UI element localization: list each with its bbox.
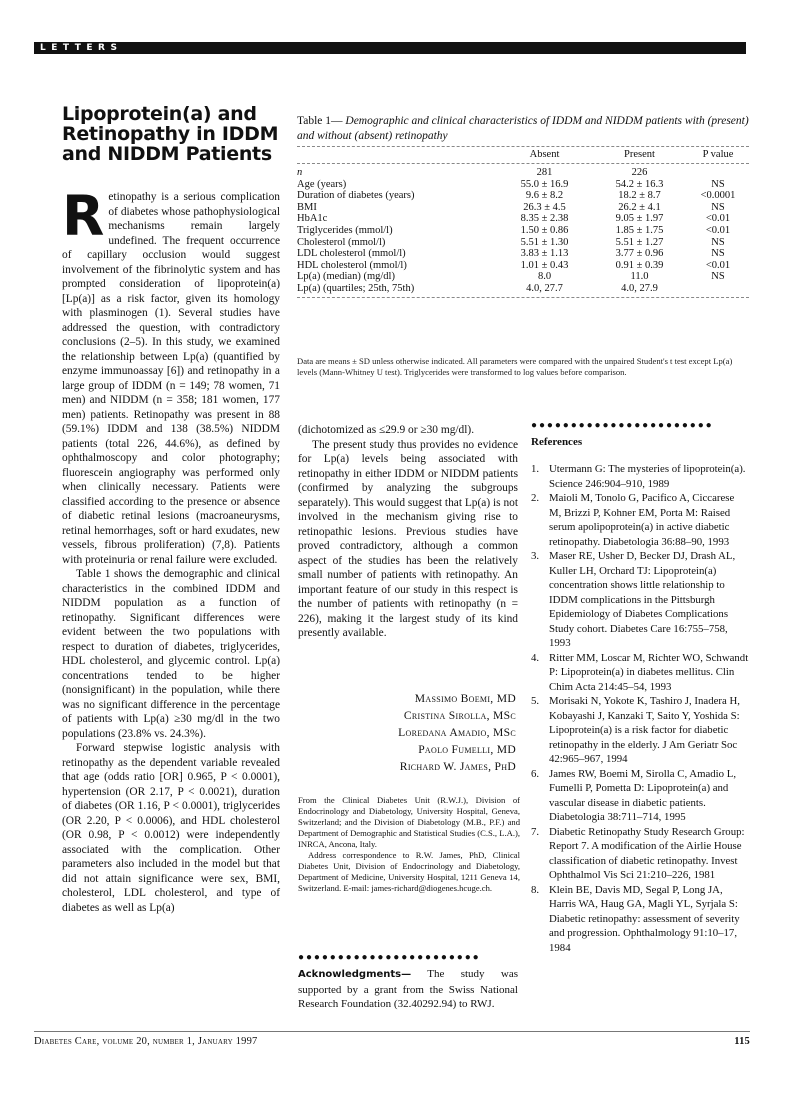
table-cell: 18.2 ± 8.7 <box>618 190 661 202</box>
table-row <box>297 179 749 191</box>
table-cell: 1.01 ± 0.43 <box>520 259 569 271</box>
section-banner <box>34 42 746 54</box>
table-cell: 1.50 ± 0.86 <box>520 224 569 236</box>
table-row <box>297 260 749 272</box>
table-header-cell: Present <box>624 149 655 160</box>
author-name: Massimo Boemi, MD <box>414 692 516 705</box>
reference-number: 7. <box>531 825 540 838</box>
table-cell: Lp(a) (quartiles; 25th, 75th) <box>297 282 415 294</box>
table-cell: Lp(a) (median) (mg/dl) <box>297 271 395 283</box>
table-cell: 8.35 ± 2.38 <box>520 213 569 225</box>
table-footnote: Data are means ± SD unless otherwise indicated. All parameters were compared with the unpaired Student's t test except Lp(a) levels (Mann-Whitney U test). Triglycerides were transformed to log values before comparison. <box>297 356 733 377</box>
table-cell: 3.83 ± 1.13 <box>520 248 569 260</box>
table-cell: 9.05 ± 1.97 <box>615 213 664 225</box>
reference-text: Diabetic Retinopathy Study Research Group: Report 7. A modification of the Airlie House classification of diabetic retinopathy. Invest Ophthalmol Vis Sci 21:210–226, 1981 <box>549 825 745 881</box>
table-caption-label: Table 1— <box>297 115 343 127</box>
author-name: Cristina Sirolla, MSc <box>403 709 516 722</box>
references-heading: References <box>531 436 583 448</box>
reference-number: 8. <box>531 883 540 896</box>
table-row <box>297 248 749 260</box>
table-cell: NS <box>711 236 725 248</box>
table-cell: LDL cholesterol (mmol/l) <box>297 248 406 260</box>
table-cell: Age (years) <box>297 178 347 190</box>
reference-item <box>531 825 749 883</box>
reference-item <box>531 491 749 549</box>
reference-number: 1. <box>531 463 540 475</box>
reference-list <box>531 462 749 955</box>
reference-item <box>531 549 749 651</box>
table-caption <box>297 114 749 144</box>
table-cell: BMI <box>297 201 317 213</box>
table-row <box>297 213 749 225</box>
affiliation-from: From the Clinical Diabetes Unit (R.W.J.), Division of Endocrinology and Diabetology, University Hospital, Geneva, Switzerland; and the Division of Diabetology (M.B., P.F.) and Department of Demographic and Statistical Studies (C.S., L.A.), INRCA, Ancona, Italy. <box>298 795 520 849</box>
reference-number: 5. <box>531 695 540 707</box>
reference-item <box>531 767 749 825</box>
table-cell: <0.01 <box>705 259 731 271</box>
table-cell: 5.51 ± 1.30 <box>520 236 569 248</box>
table-cell: 55.0 ± 16.9 <box>520 178 569 190</box>
table-cell: 5.51 ± 1.27 <box>615 236 664 248</box>
table-cell: n <box>297 167 303 178</box>
acknowledgments-text: The study was supported by a grant from the Swiss National Research Foundation (32.40292.94) to RWJ. <box>298 968 518 1010</box>
table-cell: 26.3 ± 4.5 <box>523 201 566 213</box>
table-row <box>297 167 749 179</box>
characteristics-table <box>297 146 749 298</box>
table-cell: 54.2 ± 16.3 <box>615 178 664 190</box>
table-row <box>297 283 749 295</box>
table-cell: HDL cholesterol (mmol/l) <box>297 259 407 271</box>
body-column-1 <box>62 184 280 915</box>
reference-text: Morisaki N, Yokote K, Tashiro J, Inadera H, Kobayashi J, Kanzaki T, Saito Y, Yoshida S: Lipoprotein(a) is a risk factor for diabetic retinopathy in the elderly. J Am Geriatr Soc 42:965–967, 1994 <box>549 695 740 765</box>
body-paragraph: (dichotomized as ≤29.9 or ≥30 mg/dl). <box>298 424 475 436</box>
reference-item <box>531 694 749 767</box>
section-label: LETTERS <box>40 43 123 53</box>
dot-divider: ●●●●●●●●●●●●●●●●●●●●●●● <box>298 952 481 963</box>
body-paragraph: Forward stepwise logistic analysis with retinopathy as the dependent variable revealed that age (odds ratio [OR] 0.965, P < 0.0001), hypertension (OR 2.17, P < 0.0021), duration of diabetes (OR 1.16, P < 0.0001), triglycerides (OR 2.20, P < 0.0006), and HDL cholesterol (OR 0.98, P < 0.0012) were independently associated with the complication. Other parameters also included in the model but that did not attain significance were sex, BMI, cholesterol, LDL cholesterol, and type of diabetes as well as Lp(a) <box>62 742 280 914</box>
table-row <box>297 225 749 237</box>
table-cell: <0.0001 <box>700 190 736 202</box>
table-cell: <0.01 <box>705 213 731 225</box>
page-footer <box>34 1036 750 1047</box>
table-cell: 0.91 ± 0.39 <box>615 259 664 271</box>
table-cell: 26.2 ± 4.1 <box>618 201 661 213</box>
table-header-cell: Absent <box>529 149 560 160</box>
reference-text: James RW, Boemi M, Sirolla C, Amadio L, Fumelli P, Pometta D: Lipoprotein(a) and vascular disease in diabetic patients. Diabetologia 38:711–714, 1995 <box>549 767 737 823</box>
reference-number: 2. <box>531 492 540 504</box>
reference-text: Utermann G: The mysteries of lipoprotein(a). Science 246:904–910, 1989 <box>549 463 746 490</box>
table-cell: 4.0, 27.9 <box>621 282 658 294</box>
reference-item <box>531 651 749 695</box>
table-rule-bottom <box>297 297 749 298</box>
reference-text: Maser RE, Usher D, Becker DJ, Drash AL, Kuller LH, Orchard TJ: Lipoprotein(a) concentration shows little relationship to IDDM complications in the Pittsburgh Epidemiology of Diabetes Complications Study cohort. Diabetes Care 16:755–758, 1993 <box>549 550 736 649</box>
table-cell: Cholesterol (mmol/l) <box>297 236 386 248</box>
reference-text: Klein BE, Davis MD, Segal P, Long JA, Harris WA, Haug GA, Magli YL, Syrjala S: Diabetic retinopathy: assessment of severity and progression. Ophthalmology 91:10–17, 1984 <box>549 883 740 954</box>
reference-text: Ritter MM, Loscar M, Richter WO, Schwandt P: Lipoprotein(a) in diabetes mellitus. Clin Chim Acta 214:45–54, 1993 <box>549 651 749 693</box>
reference-text: Maioli M, Tonolo G, Pacifico A, Ciccarese M, Brizzi P, Kohner EM, Porta M: Raised serum apolipoprotein(a) in active diabetic retinopathy. Diabetologia 36:88–90, 1993 <box>549 492 735 548</box>
table-cell: Triglycerides (mmol/l) <box>297 224 393 236</box>
table-cell: 3.77 ± 0.96 <box>615 248 664 260</box>
author-name: Richard W. James, PhD <box>399 760 516 773</box>
table-header-row <box>297 147 749 163</box>
table-cell: HbA1c <box>297 213 328 225</box>
drop-cap: R <box>62 184 105 248</box>
body-paragraph: The present study thus provides no evidence for Lp(a) levels being associated with retinopathy in either IDDM or NIDDM patients (confirmed by analyzing the subgroups separately). This would suggest that Lp(a) is not involved in the mechanism giving rise to retinopathic lesions. Previous studies have proved contradictory, although a common aspect of the studies has been the relatively small number of patients with retinopathy. An important feature of our study in this respect is the number of patients with retinopathy (n = 226), making it the largest study of its kind presently available. <box>298 438 518 639</box>
table-cell: <0.01 <box>705 224 731 236</box>
table-cell: NS <box>711 248 725 260</box>
table-cell: NS <box>711 178 725 190</box>
body-column-2 <box>298 423 518 641</box>
reference-number: 3. <box>531 550 540 562</box>
author-list <box>298 690 516 775</box>
table-cell: 9.6 ± 8.2 <box>525 190 564 202</box>
table-row <box>297 202 749 214</box>
table-caption-text: Demographic and clinical characteristics of IDDM and NIDDM patients with (present) and without (absent) retinopathy <box>297 115 749 142</box>
table-cell: 4.0, 27.7 <box>526 282 563 294</box>
affiliation-address: Address correspondence to R.W. James, PhD, Clinical Diabetes Unit, Division of Endocrinology and Diabetology, Department of Medicine, University Hospital, 1211 Geneva 14, Switzerland. E-mail: james-richard@diogenes.hcuge.ch. <box>298 850 520 893</box>
table-cell: NS <box>711 201 725 213</box>
table-cell: 11.0 <box>630 271 649 283</box>
reference-number: 6. <box>531 767 540 780</box>
table-row <box>297 237 749 249</box>
reference-item <box>531 883 749 956</box>
table-header-cell: P value <box>702 149 734 160</box>
article-title: Lipoprotein(a) and Retinopathy in IDDM and NIDDM Patients <box>62 103 279 165</box>
acknowledgments-label: Acknowledgments— <box>298 969 412 980</box>
footer-rule <box>34 1031 750 1032</box>
body-paragraph: Table 1 shows the demographic and clinical characteristics in the combined IDDM and NIDDM population as a function of retinopathy. Significant differences were evident between the two populations with respect to duration of diabetes, triglycerides, HDL cholesterol, and glycemic control. Lp(a) concentrations tended to be higher (nonsignificant) in the population, while there was no significant difference in the percentage of patients with Lp(a) ≥30 mg/dl in the two populations (23.8% vs. 24.3%). <box>62 568 280 740</box>
journal-info: Diabetes Care, volume 20, number 1, January 1997 <box>34 1036 258 1047</box>
table-cell: NS <box>711 271 725 283</box>
table-row <box>297 190 749 202</box>
affiliation <box>298 795 520 894</box>
table-cell: Duration of diabetes (years) <box>297 190 415 202</box>
acknowledgments <box>298 967 518 1012</box>
author-name: Loredana Amadio, MSc <box>398 726 516 739</box>
dot-divider: ●●●●●●●●●●●●●●●●●●●●●●● <box>531 420 714 431</box>
table-cell <box>687 283 749 295</box>
page-number: 115 <box>734 1036 750 1047</box>
table-cell: 1.85 ± 1.75 <box>615 224 664 236</box>
author-name: Paolo Fumelli, MD <box>418 743 516 756</box>
body-paragraph: etinopathy is a serious complication of diabetes whose pathophysiological mechanisms remain largely undefined. The frequent occurrence of capillary occlusion would suggest involvement of the fibrinolytic system and has prompted consideration of lipoprotein(a) [Lp(a)] as a risk factor, given its homology with plasminogen (1). Several studies have addressed the question, with contradictory conclusions (2–5). In this study, we examined the relationship between Lp(a) (quantified by enzyme immunoassay [6]) and retinopathy in a large group of IDDM (n = 149; 78 women, 71 men) and NIDDM (n = 358; 181 women, 177 men) patients. Retinopathy was present in 88 (59.1%) IDDM and 138 (38.5%) NIDDM patients (total 226, 44.6%), as defined by ophthalmoscopy and color photography; fluorescein angiography was performed only when clinically necessary. Patients were classified according to the presence or absence of diabetic retinal lesions (macroaneurysms, retinal hemorrhages, soft or hard exudates, new vessels, fibrous proliferation) (7,8). Patients with proteinuria or renal failure were excluded. <box>62 191 280 566</box>
reference-number: 4. <box>531 651 540 664</box>
table-cell <box>687 167 749 179</box>
table-cell: 281 <box>536 167 553 178</box>
table-rule-mid <box>297 163 749 164</box>
reference-item <box>531 462 749 491</box>
table-row <box>297 271 749 283</box>
table-cell: 8.0 <box>537 271 552 283</box>
table-cell: 226 <box>631 167 648 178</box>
table-header-cell <box>297 147 497 163</box>
